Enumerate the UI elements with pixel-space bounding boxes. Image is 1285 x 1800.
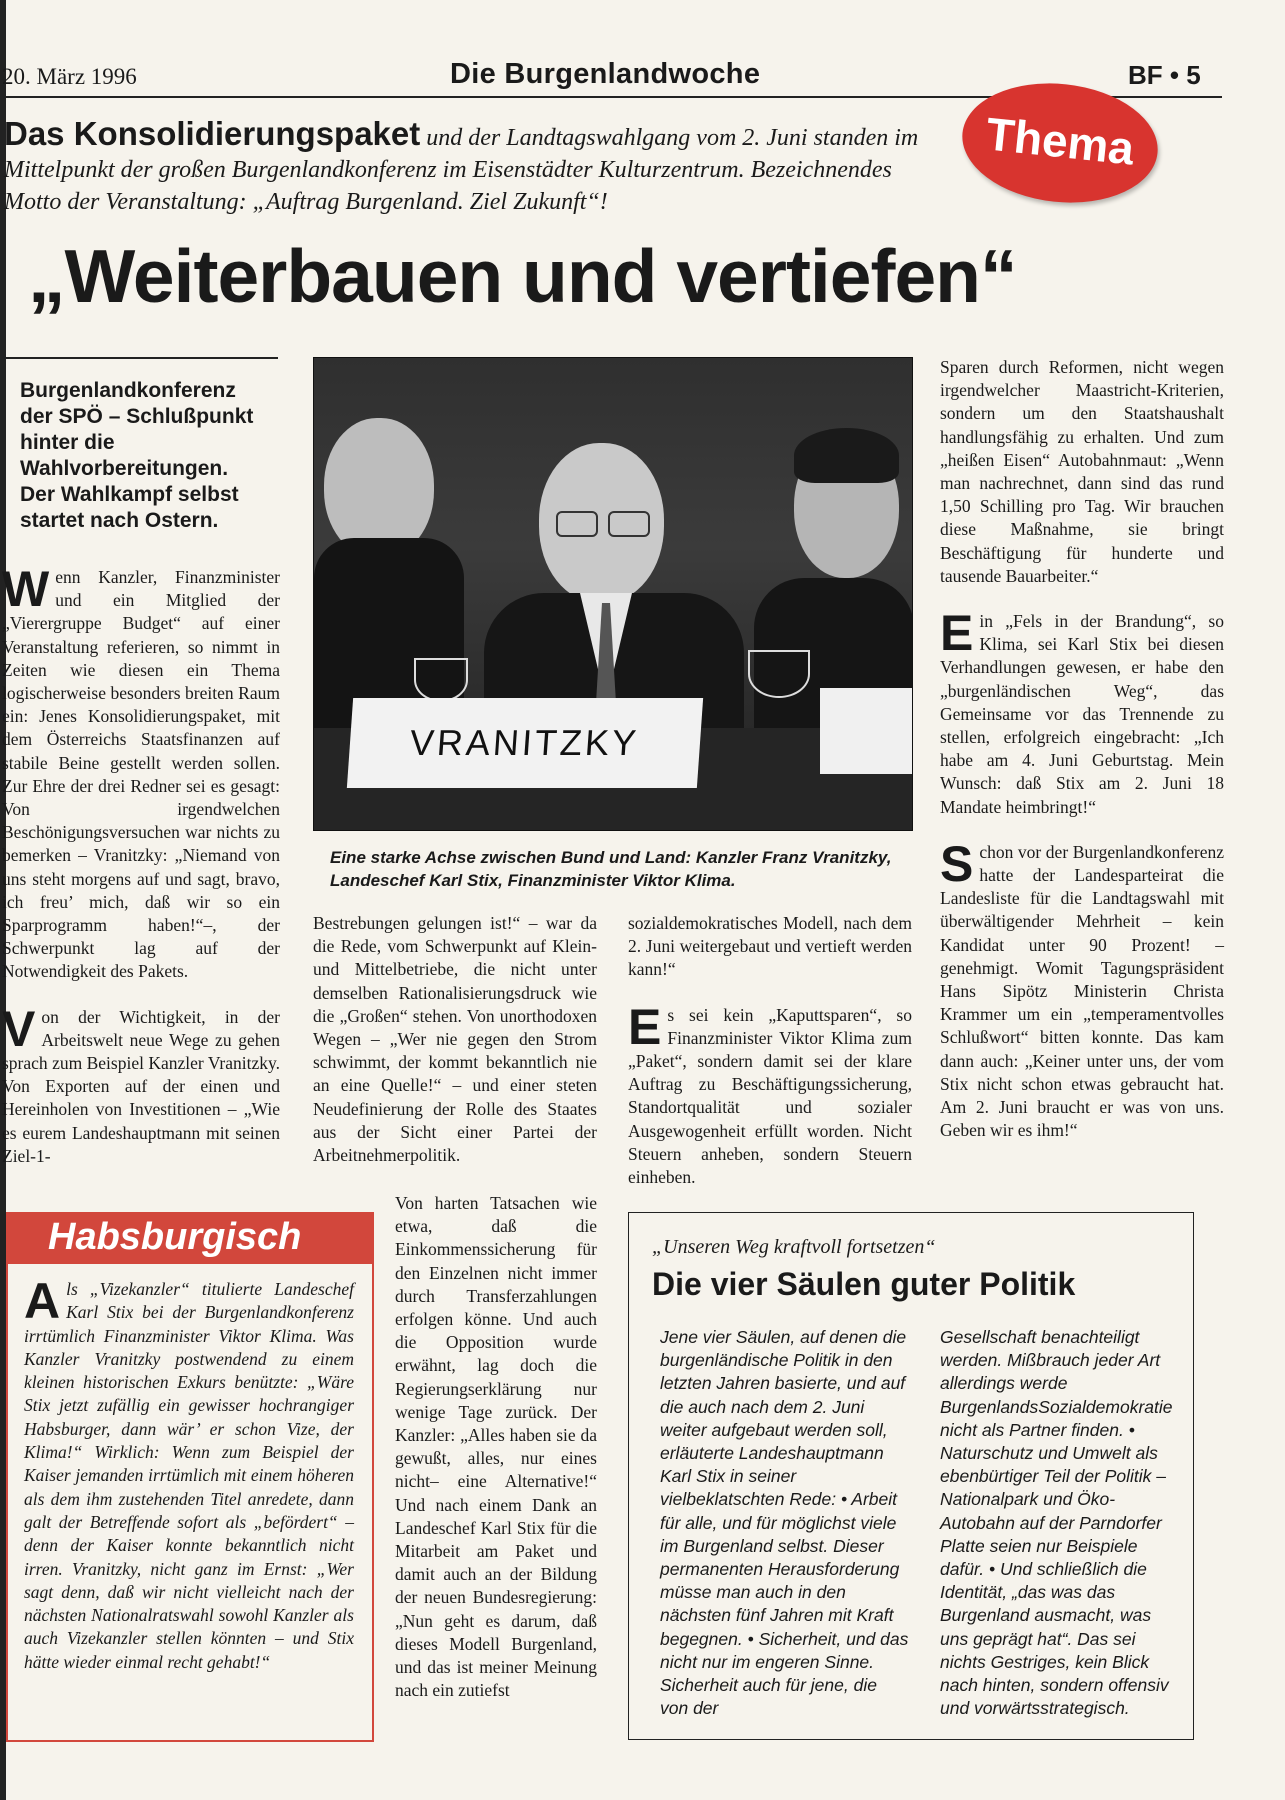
issue-date: 20. März 1996 bbox=[2, 64, 137, 89]
nameplate bbox=[347, 698, 703, 788]
col3-p2: Es sei kein „Kaputtsparen“, so Finanzminister Viktor Klima zum „Paket“, sondern damit sei der klare Auftrag zu Beschäftigungssicherung, Standortqualität und sozialer Ausgewogenheit erfüllt worden. Nicht Steuern anheben, sondern Steuern einheben. bbox=[628, 998, 912, 1188]
col4-p1: Sparen durch Reformen, nicht wegen irgendwelcher Maastricht-Kriterien, sondern um den Staatshaushalt handlungsfähig zu erhalten. Und zum „heißen Eisen“ Autobahnmaut: „Wenn man nachrechnet, dann sind das rund 1,50 Schilling pro Tag. Wir brauchen diese Maßnahme, sie bringt Beschäftigung für hunderte und tausende Bauarbeiter.“ bbox=[940, 357, 1224, 586]
article-col-4 bbox=[940, 356, 1224, 1165]
page-number: BF • 5 bbox=[1128, 60, 1201, 90]
dropcap-e1: E bbox=[628, 998, 662, 1055]
col4-p2: Ein „Fels in der Brandung“, so Klima, sei Karl Stix bei diesen Verhandlungen gewesen, er habe den „burgenländischen Weg“, das Gemeinsame vor das Trennende zu stellen, erfolgreich eingebracht: „Ich habe am 4. Juni Geburtstag. Mein Wunsch: daß Stix am 2. Juni 18 Mandate heimbringt!“ bbox=[940, 605, 1224, 817]
subhead: Burgenlandkonferenz der SPÖ – Schlußpunkt hinter die Wahlvorbereitungen. Der Wahlkampf selbst startet nach Ostern. bbox=[20, 379, 254, 532]
nameplate-right bbox=[820, 688, 913, 774]
publication-name: Die Burgenlandwoche bbox=[450, 58, 761, 90]
pillars-title: Die vier Säulen guter Politik bbox=[652, 1266, 1076, 1302]
sidebar-title: Habsburgisch bbox=[48, 1216, 302, 1258]
sidebar-text: Als „Vizekanzler“ titulierte Landeschef Karl Stix bei der Burgenlandkonferenz irrtümlich Finanzminister Viktor Klima. Was Kanzler Vranitzky postwendend zu einem kleinen historischen Exkurs benützte: „Wäre Stix jetzt zufällig ein gewisser hochrangiger Habsburger, dann wär’ er schon Vize, der Klima!“ Wirklich: Wenn zum Beispiel der Kaiser jemanden irrtümlich mit einem höheren als dem ihm zustehenden Titel anredete, dann galt der Betreffende sofort als „befördert“ – denn der Kaiser konnte bekanntlich nicht irren. Vranitzky, nicht ganz im Ernst: „Wer sagt denn, daß wir nicht vielleicht nach der nächsten Nationalratswahl sowohl Kanzler als auch Vizekanzler stellen könnten – und Stix hätte wieder einmal recht gehabt!“ bbox=[24, 1273, 354, 1672]
pillars-kicker: „Unseren Weg kraftvoll fortsetzen“ bbox=[652, 1236, 936, 1258]
col1-p1: Wenn Kanzler, Finanzminister und ein Mitglied der „Vierergruppe Budget“ auf einer Veranstaltung referieren, so nimmt in Zeiten wie diesen ein Thema logischerweise besonders breiten Raum ein: Jenes Konsolidierungspaket, mit dem Österreichs Staatsfinanzen auf stabile Beine gestellt werden sollen. Zur Ehre der drei Redner sei es gesagt: Von irgendwelchen Beschönigungsversuchen war nichts zu bemerken – Vranitzky: „Niemand von uns steht morgens auf und sagt, bravo, ich freu’ mich, daß wir so ein Sparprogramm haben!“–, der Schwerpunkt lag auf der Notwendigkeit des Pakets. bbox=[2, 561, 280, 982]
photo-caption: Eine starke Achse zwischen Bund und Land: Kanzler Franz Vranitzky, Landeschef Karl Stix, Finanzminister Viktor Klima. bbox=[330, 848, 892, 890]
article-col-2b bbox=[395, 1192, 597, 1702]
headline: „Weiterbauen und vertiefen“ bbox=[28, 234, 1017, 318]
glass-left bbox=[414, 658, 468, 702]
article-col-2 bbox=[313, 912, 597, 1167]
col2-p1: Bestrebungen gelungen ist!“ – war da die Rede, vom Schwerpunkt auf Klein- und Mittelbetriebe, die nicht unter demselben Rationalisierungsdruck wie die „Großen“ stehen. Von unorthodoxen Wegen – „Wer nie gegen den Strom schwimmt, der kommt bekanntlich nie an eine Quelle!“ – und einer steten Neudefinierung der Rolle des Staates aus der Sicht einer Partei der Arbeitnehmerpolitik. bbox=[313, 913, 597, 1166]
dropcap-v: V bbox=[2, 1000, 36, 1057]
pillars-right: Gesellschaft benachteiligt werden. Mißbrauch jeder Art allerdings werde BurgenlandsSozialdemokratie nicht als Partner finden. • Naturschutz und Umwelt als ebenbürtiger Teil der Politik – Nationalpark und Öko-Autobahn auf der Parndorfer Platte seien nur Beispiele dafür. • Und schließlich die Identität, „das was das Burgenland ausmacht, was uns geprägt hat“. Das sei nichts Gestriges, kein Blick nach hinten, sondern offensiv und vorwärtsstrategisch. bbox=[940, 1327, 1173, 1719]
dropcap-a: A bbox=[24, 1273, 61, 1329]
nameplate-text: VRANITZKY bbox=[408, 722, 641, 763]
dropcap-s: S bbox=[940, 835, 974, 892]
dropcap-e2: E bbox=[940, 605, 974, 662]
article-col-1 bbox=[2, 561, 280, 1190]
col4-p3: Schon vor der Burgenlandkonferenz hatte der Landesparteirat die Landesliste für die Landtagswahl mit überwältigender Mehrheit – kein Kandidat unter 90 Prozent! – genehmigt. Womit Tagungspräsident Hans Sipötz Ministerin Christa Krammer um ein „temperamentvolles Schlußwort“ bitten konnte. Das kam dann auch: „Keiner unter uns, der vom Stix nicht schon etwas gebraucht hat. Am 2. Juni braucht er was von uns. Geben wir es ihm!“ bbox=[940, 835, 1224, 1141]
pillars-left: Jene vier Säulen, auf denen die burgenländische Politik in den letzten Jahren basierte, und auf die auch nach dem 2. Juni weiter aufgebaut werden soll, erläuterte Landeshauptmann Karl Stix in seiner vielbeklatschten Rede: • Arbeit für alle, und für möglichst viele im Burgenland selbst. Dieser permanenten Herausforderung müsse man auch in den nächsten fünf Jahren mit Kraft begegnen. • Sicherheit, und das nicht nur im engeren Sinne. Sicherheit auch für jene, die von der bbox=[660, 1327, 909, 1719]
col3-p1: sozialdemokratisches Modell, nach dem 2. Juni weitergebaut und vertieft werden kann!“ bbox=[628, 913, 912, 980]
subhead-rule bbox=[6, 357, 278, 359]
dropcap-w: W bbox=[2, 561, 50, 617]
thema-badge-label: Thema bbox=[983, 107, 1137, 175]
intro-text: und der Landtagswahlgang vom 2. Juni standen im Mittelpunkt der großen Burgenlandkonferenz im Eisenstädter Kulturzentrum. Bezeichnendes Motto der Veranstaltung: „Auftrag Burgenland. Ziel Zukunft“! bbox=[4, 125, 919, 215]
photo bbox=[313, 357, 913, 831]
thema-badge bbox=[956, 74, 1163, 212]
col1-p2: Von der Wichtigkeit, in der Arbeitswelt neue Wege zu gehen sprach zum Beispiel Kanzler Vranitzky. Von Exporten auf der einen und Hereinholen von Investitionen – „Wie es eurem Landeshauptmann mit seinen Ziel-1- bbox=[2, 1000, 280, 1166]
intro-lead: Das Konsolidierungspaket bbox=[4, 115, 421, 152]
intro bbox=[4, 115, 934, 218]
glass-right bbox=[748, 650, 810, 698]
article-col-3 bbox=[628, 912, 912, 1211]
col2-p2: Von harten Tatsachen wie etwa, daß die Einkommenssicherung für den Einzelnen nicht immer durch Transferzahlungen erfolgen könne. Und auch die Opposition wurde erwähnt, lag doch die Regierungserklärung nur wenige Tage zurück. Der Kanzler: „Alles haben sie da gewußt, alles, nur eines nicht– eine Alternative!“ Und nach einem Dank an Landeschef Karl Stix für die Mitarbeit am Paket und damit auch an der Bildung der neuen Bundesregierung: „Nun geht es darum, daß dieses Modell Burgenland, und das ist meiner Meinung nach ein zutiefst bbox=[395, 1193, 597, 1701]
sidebar-title-bar bbox=[6, 1212, 374, 1264]
